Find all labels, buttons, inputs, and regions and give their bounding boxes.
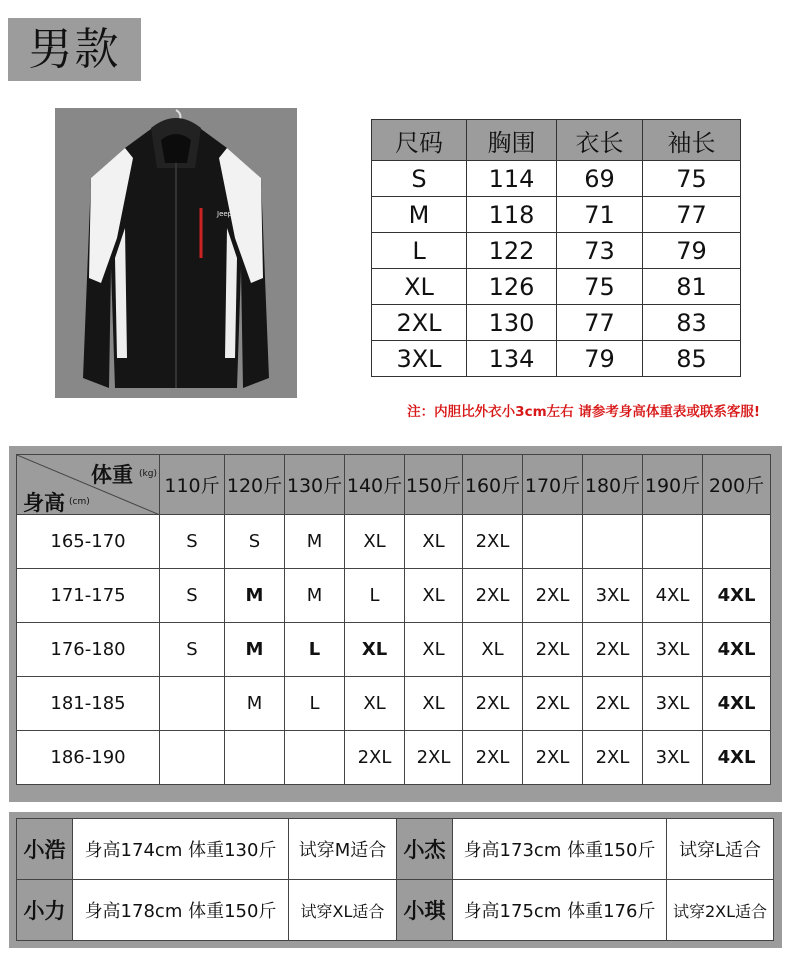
size-cell: 75 xyxy=(557,269,643,305)
size-rec-cell xyxy=(523,515,583,569)
size-rec-cell: S xyxy=(160,569,225,623)
size-rec-cell xyxy=(703,515,771,569)
size-cell: 79 xyxy=(557,341,643,377)
size-cell: 126 xyxy=(467,269,557,305)
trial-stats: 身高173cm 体重150斤 xyxy=(453,819,667,880)
size-header-cell: 胸围 xyxy=(467,120,557,161)
size-rec-cell: 2XL xyxy=(463,731,523,785)
size-rec-cell: M xyxy=(225,677,285,731)
trial-name: 小浩 xyxy=(17,819,73,880)
size-rec-cell: L xyxy=(285,623,345,677)
size-rec-cell: S xyxy=(160,515,225,569)
size-rec-cell: 4XL xyxy=(703,623,771,677)
size-rec-cell: L xyxy=(345,569,405,623)
size-table-row xyxy=(372,197,741,233)
size-rec-cell: XL xyxy=(463,623,523,677)
height-cell: 181-185 xyxy=(17,677,160,731)
chart-row xyxy=(17,731,771,785)
size-cell: 114 xyxy=(467,161,557,197)
size-cell: 2XL xyxy=(372,305,467,341)
size-rec-cell: 2XL xyxy=(463,569,523,623)
size-rec-cell: M xyxy=(285,569,345,623)
weight-unit: (kg) xyxy=(139,469,157,479)
size-rec-cell: L xyxy=(285,677,345,731)
size-cell: M xyxy=(372,197,467,233)
size-rec-cell: 2XL xyxy=(583,623,643,677)
size-table-row xyxy=(372,305,741,341)
size-cell: 73 xyxy=(557,233,643,269)
size-rec-cell: 2XL xyxy=(523,569,583,623)
size-cell: L xyxy=(372,233,467,269)
height-label: 身高 xyxy=(23,491,65,515)
trial-stats: 身高178cm 体重150斤 xyxy=(73,880,289,941)
size-header-cell: 袖长 xyxy=(643,120,741,161)
height-unit: (cm) xyxy=(69,497,90,507)
size-rec-cell xyxy=(160,677,225,731)
size-rec-cell xyxy=(285,731,345,785)
size-rec-cell: 2XL xyxy=(523,623,583,677)
jacket-product-image xyxy=(55,108,297,398)
trial-stats: 身高174cm 体重130斤 xyxy=(73,819,289,880)
size-rec-cell: 3XL xyxy=(643,677,703,731)
chart-header-row xyxy=(17,455,771,515)
size-rec-cell xyxy=(643,515,703,569)
chart-row xyxy=(17,623,771,677)
chart-row xyxy=(17,515,771,569)
size-rec-cell xyxy=(160,731,225,785)
size-rec-cell: 2XL xyxy=(345,731,405,785)
size-rec-cell: XL xyxy=(345,623,405,677)
height-cell: 186-190 xyxy=(17,731,160,785)
size-cell: 69 xyxy=(557,161,643,197)
size-rec-cell: XL xyxy=(405,569,463,623)
trial-fit: 试穿2XL适合 xyxy=(667,880,774,941)
size-cell: 81 xyxy=(643,269,741,305)
trial-fit-table xyxy=(16,818,774,941)
size-cell: 122 xyxy=(467,233,557,269)
trial-name: 小力 xyxy=(17,880,73,941)
weight-header: 120斤 xyxy=(225,455,285,515)
size-cell: 83 xyxy=(643,305,741,341)
size-table-row xyxy=(372,341,741,377)
size-cell: 134 xyxy=(467,341,557,377)
size-rec-cell: M xyxy=(225,623,285,677)
size-rec-cell: 2XL xyxy=(463,677,523,731)
chart-row xyxy=(17,569,771,623)
size-rec-cell xyxy=(583,515,643,569)
chart-row xyxy=(17,677,771,731)
size-table-row xyxy=(372,161,741,197)
size-rec-cell: XL xyxy=(345,515,405,569)
height-cell: 171-175 xyxy=(17,569,160,623)
size-table-row xyxy=(372,233,741,269)
size-table-row xyxy=(372,269,741,305)
trial-fit: 试穿XL适合 xyxy=(289,880,397,941)
size-cell: 77 xyxy=(557,305,643,341)
trial-fit: 试穿M适合 xyxy=(289,819,397,880)
brand-logo: Jeep xyxy=(217,210,233,218)
size-note: 注：内胆比外衣小3cm左右 请参考身高体重表或联系客服! xyxy=(407,404,760,420)
size-rec-cell: 4XL xyxy=(643,569,703,623)
size-cell: 3XL xyxy=(372,341,467,377)
trial-row xyxy=(17,880,774,941)
size-rec-cell: XL xyxy=(405,515,463,569)
weight-header: 180斤 xyxy=(583,455,643,515)
size-rec-cell: S xyxy=(160,623,225,677)
weight-header: 200斤 xyxy=(703,455,771,515)
size-rec-cell: 2XL xyxy=(523,677,583,731)
trial-name: 小琪 xyxy=(397,880,453,941)
size-rec-cell: 3XL xyxy=(643,731,703,785)
size-header-cell: 衣长 xyxy=(557,120,643,161)
size-rec-cell: S xyxy=(225,515,285,569)
size-cell: 77 xyxy=(643,197,741,233)
size-rec-cell: M xyxy=(225,569,285,623)
size-table-header xyxy=(372,120,741,161)
size-rec-cell: 2XL xyxy=(583,731,643,785)
size-rec-cell: 2XL xyxy=(583,677,643,731)
weight-header: 150斤 xyxy=(405,455,463,515)
size-rec-cell: 4XL xyxy=(703,677,771,731)
size-cell: 75 xyxy=(643,161,741,197)
trial-fit: 试穿L适合 xyxy=(667,819,774,880)
size-cell: 130 xyxy=(467,305,557,341)
chart-corner-cell xyxy=(17,455,160,515)
size-header-cell: 尺码 xyxy=(372,120,467,161)
size-rec-cell: 4XL xyxy=(703,569,771,623)
height-weight-chart xyxy=(16,454,771,785)
size-rec-cell: XL xyxy=(405,623,463,677)
size-rec-cell: 3XL xyxy=(583,569,643,623)
size-rec-cell xyxy=(225,731,285,785)
weight-label: 体重 xyxy=(91,463,133,487)
trial-stats: 身高175cm 体重176斤 xyxy=(453,880,667,941)
size-rec-cell: XL xyxy=(405,677,463,731)
size-cell: 79 xyxy=(643,233,741,269)
size-cell: 118 xyxy=(467,197,557,233)
height-cell: 176-180 xyxy=(17,623,160,677)
trial-name: 小杰 xyxy=(397,819,453,880)
size-table xyxy=(371,119,741,377)
size-rec-cell: M xyxy=(285,515,345,569)
height-cell: 165-170 xyxy=(17,515,160,569)
size-rec-cell: 4XL xyxy=(703,731,771,785)
weight-header: 110斤 xyxy=(160,455,225,515)
size-rec-cell: 2XL xyxy=(405,731,463,785)
size-cell: 85 xyxy=(643,341,741,377)
size-rec-cell: 2XL xyxy=(523,731,583,785)
size-cell: S xyxy=(372,161,467,197)
weight-header: 190斤 xyxy=(643,455,703,515)
size-rec-cell: XL xyxy=(345,677,405,731)
weight-header: 160斤 xyxy=(463,455,523,515)
size-rec-cell: 3XL xyxy=(643,623,703,677)
size-cell: 71 xyxy=(557,197,643,233)
trial-row xyxy=(17,819,774,880)
weight-header: 130斤 xyxy=(285,455,345,515)
size-cell: XL xyxy=(372,269,467,305)
page-title: 男款 xyxy=(8,18,141,81)
size-rec-cell: 2XL xyxy=(463,515,523,569)
weight-header: 170斤 xyxy=(523,455,583,515)
weight-header: 140斤 xyxy=(345,455,405,515)
